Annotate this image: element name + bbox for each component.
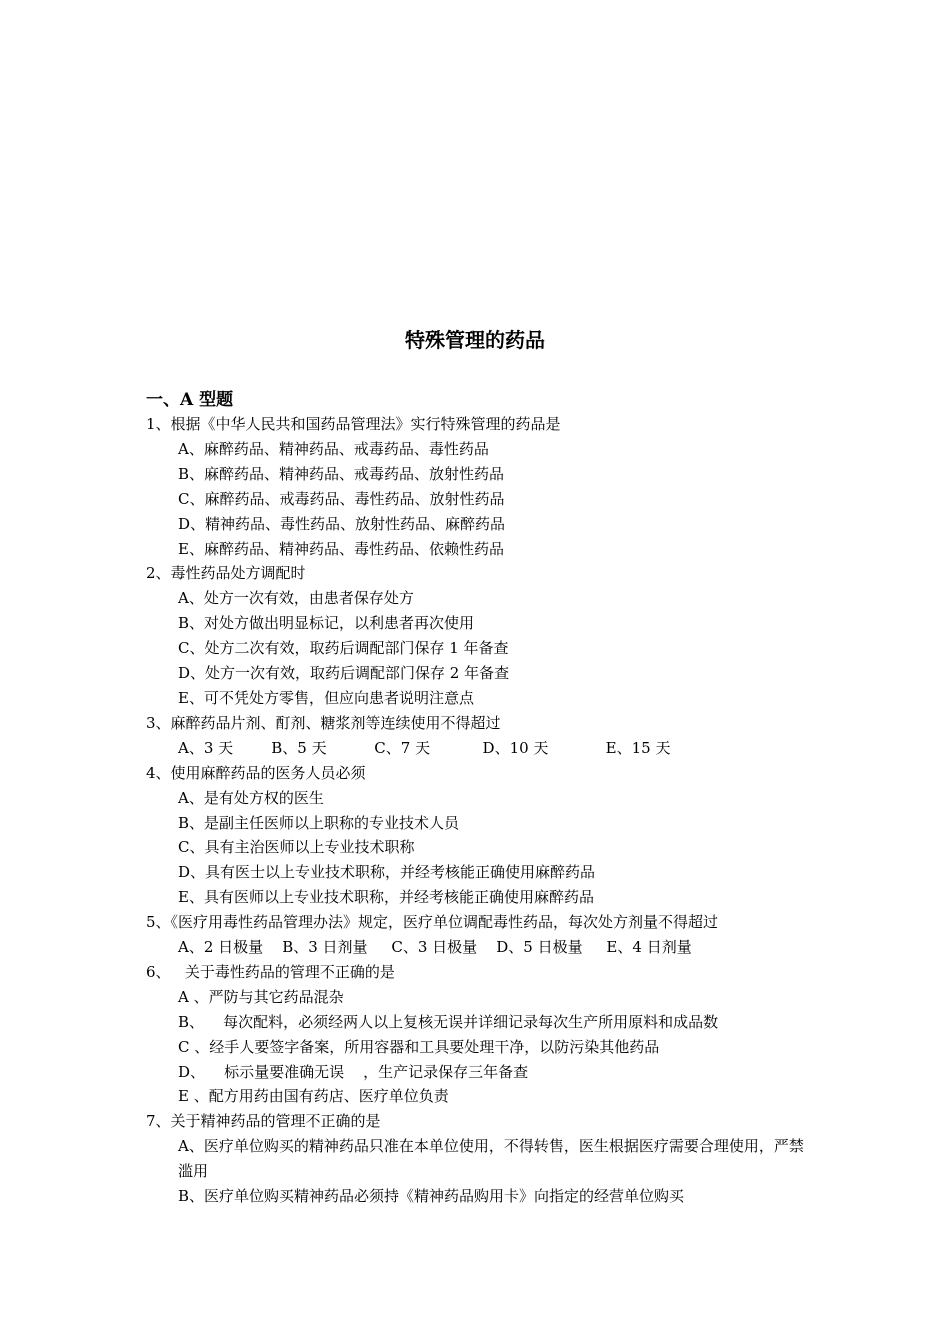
- question-stem-1: 1、根据《中华人民共和国药品管理法》实行特殊管理的药品是: [146, 415, 561, 433]
- question-2-option-e: E、可不凭处方零售，但应向患者说明注意点: [178, 688, 474, 707]
- question-4-option-a: A、是有处方权的医生: [178, 788, 324, 807]
- question-6-option-c: C 、经手人要签字备案，所用容器和工具要处理干净，以防污染其他药品: [178, 1037, 660, 1056]
- question-2-option-c: C、处方二次有效，取药后调配部门保存 1 年备查: [178, 639, 509, 658]
- question-2-option-a: A、处方一次有效，由患者保存处方: [178, 589, 414, 608]
- question-6-option-e: E 、配方用药由国有药店、医疗单位负责: [178, 1087, 449, 1106]
- question-6-option-a: A 、严防与其它药品混杂: [178, 987, 344, 1006]
- question-7-option-a: A、医疗单位购买的精神药品只准在本单位使用，不得转售，医生根据医疗需要合理使用，严禁滥用: [178, 1137, 804, 1181]
- question-list: [146, 412, 826, 1209]
- question-7-option-b: B、医疗单位购买精神药品必须持《精神药品购用卡》向指定的经营单位购买: [178, 1187, 685, 1206]
- question-1-option-d: D、精神药品、毒性药品、放射性药品、麻醉药品: [178, 514, 506, 533]
- question-stem-4: 4、使用麻醉药品的医务人员必须: [146, 763, 366, 782]
- question-6-option-b: B、 每次配料，必须经两人以上复核无误并详细记录每次生产所用原料和成品数: [178, 1012, 719, 1031]
- question-2-option-d: D、处方一次有效，取药后调配部门保存 2 年备查: [178, 664, 510, 683]
- question-4-option-c: C、具有主治医师以上专业技术职称: [178, 838, 415, 857]
- question-4-option-e: E、具有医师以上专业技术职称，并经考核能正确使用麻醉药品: [178, 888, 594, 907]
- question-stem-2: 2、毒性药品处方调配时: [146, 564, 306, 583]
- question-1-option-e: E、麻醉药品、精神药品、毒性药品、依赖性药品: [178, 539, 504, 558]
- question-stem-6: 6、 关于毒性药品的管理不正确的是: [146, 962, 395, 981]
- question-4-option-b: B、是副主任医师以上职称的专业技术人员: [178, 813, 460, 832]
- question-1-option-b: B、麻醉药品、精神药品、戒毒药品、放射性药品: [178, 464, 505, 483]
- question-1-option-c: C、麻醉药品、戒毒药品、毒性药品、放射性药品: [178, 489, 505, 508]
- document-title: 特殊管理的药品: [405, 328, 545, 352]
- section-heading: 一、A 型题: [146, 390, 234, 410]
- question-4-option-d: D、具有医士以上专业技术职称，并经考核能正确使用麻醉药品: [178, 863, 596, 882]
- question-stem-3: 3、麻醉药品片剂、酊剂、糖浆剂等连续使用不得超过: [146, 713, 501, 732]
- question-6-option-d: D、 标示量要准确无误 ，生产记录保存三年备查: [178, 1062, 529, 1081]
- question-1-option-a: A、麻醉药品、精神药品、戒毒药品、毒性药品: [178, 439, 489, 458]
- question-5-options: A、2 日极量 B、3 日剂量 C、3 日极量 D、5 日极量 E、4 日剂量: [178, 938, 692, 957]
- question-stem-5: 5、《医疗用毒性药品管理办法》规定，医疗单位调配毒性药品，每次处方剂量不得超过: [146, 913, 719, 932]
- question-stem-7: 7、关于精神药品的管理不正确的是: [146, 1112, 381, 1131]
- question-3-options: A、3 天 B、5 天 C、7 天 D、10 天 E、15 天: [178, 738, 671, 757]
- question-2-option-b: B、对处方做出明显标记，以利患者再次使用: [178, 614, 475, 633]
